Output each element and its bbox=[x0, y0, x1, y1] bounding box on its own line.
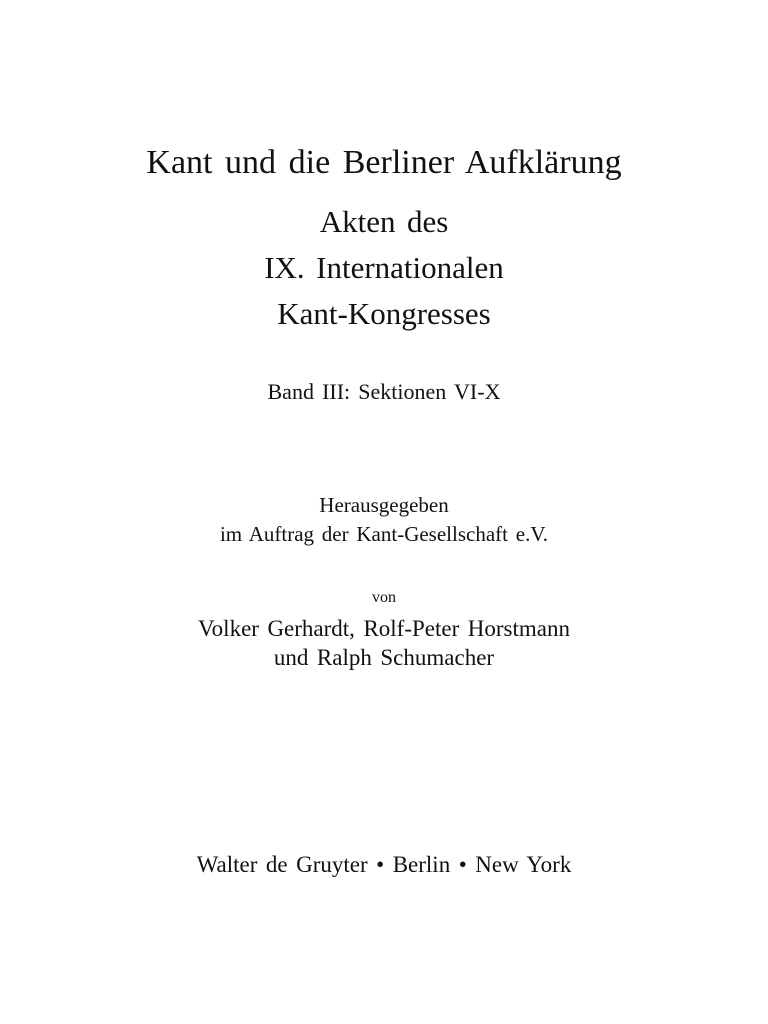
volume-label: Band III: Sektionen VI-X bbox=[267, 379, 501, 404]
editorial-line-2: im Auftrag der Kant-Gesellschaft e.V. bbox=[219, 522, 549, 546]
editorial-line-1: Herausgegeben bbox=[319, 493, 449, 517]
publisher-line: Walter de Gruyter • Berlin • New York bbox=[196, 852, 572, 877]
editors-line-2: und Ralph Schumacher bbox=[273, 645, 495, 670]
subtitle-line-3: Kant-Kongresses bbox=[277, 296, 491, 331]
editors-line-1: Volker Gerhardt, Rolf-Peter Horstmann bbox=[198, 616, 570, 641]
book-title: Kant und die Berliner Aufklärung bbox=[146, 144, 622, 181]
subtitle-line-1: Akten des bbox=[319, 204, 449, 239]
subtitle-line-2: IX. Internationalen bbox=[264, 250, 504, 285]
von-label: von bbox=[372, 589, 396, 606]
